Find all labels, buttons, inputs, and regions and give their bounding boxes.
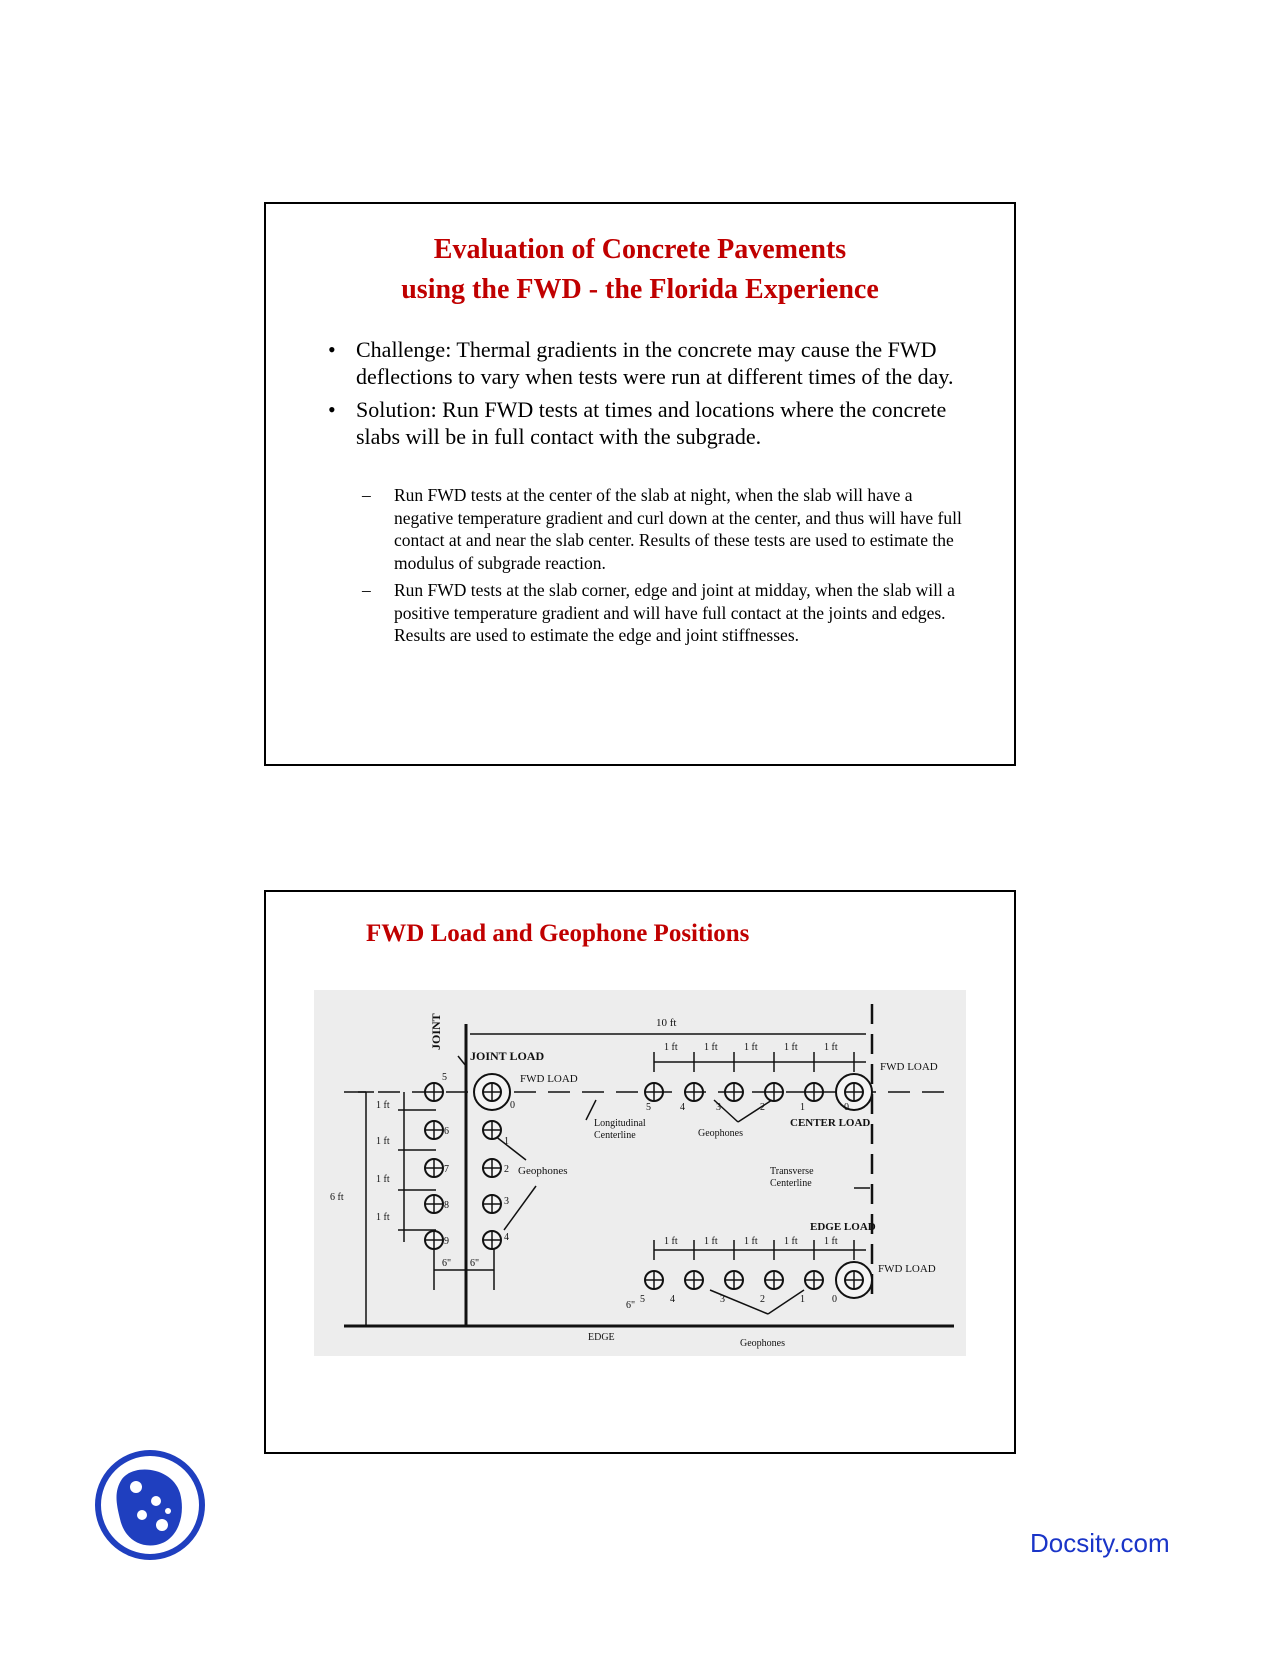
dim-label: 1 ft xyxy=(824,1042,838,1053)
geophone-diagram xyxy=(314,990,966,1356)
dim-label: 1 ft xyxy=(376,1174,390,1185)
geophone-number: 2 xyxy=(504,1164,509,1175)
geophones-label: Geophones xyxy=(518,1165,568,1177)
title-line-2: using the FWD - the Florida Experience xyxy=(401,274,879,305)
geophone-number: 4 xyxy=(680,1102,685,1113)
geophone-number: 6 xyxy=(444,1126,449,1137)
dim-label: 1 ft xyxy=(664,1042,678,1053)
centerline-label: Centerline xyxy=(770,1178,812,1189)
sub-bullet-item: – Run FWD tests at the slab corner, edge and joint at midday, when the slab will a positive temperature gradient and will have full contact at the joints and edges. Results are used to estimate the edge and joint stiffnesses. xyxy=(362,580,955,645)
geophone-number: 2 xyxy=(760,1294,765,1305)
geophone-number: 7 xyxy=(444,1164,449,1175)
slide-1 xyxy=(264,202,1016,766)
bullet-text: Challenge: Thermal gradients in the concrete may cause the FWD deflections to vary when tests were run at different times of the day. xyxy=(356,337,954,389)
geophone-number: 3 xyxy=(716,1102,721,1113)
joint-label: JOINT xyxy=(429,1013,443,1050)
slide-2-title: FWD Load and Geophone Positions xyxy=(366,920,750,947)
bullet-text: Solution: Run FWD tests at times and locations where the concrete slabs will be in full contact with the subgrade. xyxy=(356,397,947,449)
sub-bullet-text: Run FWD tests at the slab corner, edge and joint at midday, when the slab will a positive temperature gradient and will have full contact at the joints and edges. Results are used to estimate the edge and joint stiffnesses. xyxy=(394,580,955,645)
fwd-load-label: FWD LOAD xyxy=(878,1263,936,1275)
dim-label: 1 ft xyxy=(744,1042,758,1053)
geophone-number: 4 xyxy=(670,1294,675,1305)
six-ft-label: 6 ft xyxy=(330,1192,344,1203)
geophone-number: 1 xyxy=(800,1294,805,1305)
dim-label: 1 ft xyxy=(824,1236,838,1247)
fwd-load-label: FWD LOAD xyxy=(520,1073,578,1085)
dim-label: 1 ft xyxy=(376,1100,390,1111)
geophone-number: 4 xyxy=(504,1232,509,1243)
geophone-number: 5 xyxy=(442,1072,447,1083)
six-in-label: 6" xyxy=(626,1300,636,1311)
dim-label: 1 ft xyxy=(376,1212,390,1223)
geophone-number: 2 xyxy=(760,1102,765,1113)
fwd-load-label: FWD LOAD xyxy=(880,1061,938,1073)
centerline-label: Centerline xyxy=(594,1130,636,1141)
docsity-logo-icon[interactable] xyxy=(94,1449,206,1561)
geophone-number: 0 xyxy=(844,1102,849,1113)
dim-label: 1 ft xyxy=(784,1042,798,1053)
slide-2 xyxy=(264,890,1016,1454)
dim-label: 1 ft xyxy=(744,1236,758,1247)
geophone-number: 0 xyxy=(832,1294,837,1305)
center-load-label: CENTER LOAD xyxy=(790,1117,871,1129)
longitudinal-label: Longitudinal xyxy=(594,1118,646,1129)
geophones-label: Geophones xyxy=(698,1128,743,1139)
geophone-number: 1 xyxy=(800,1102,805,1113)
geophone-number: 8 xyxy=(444,1200,449,1211)
joint-load-label: JOINT LOAD xyxy=(470,1049,545,1063)
dim-label: 1 ft xyxy=(376,1136,390,1147)
edge-load-label: EDGE LOAD xyxy=(810,1221,876,1233)
geophone-number: 0 xyxy=(510,1100,515,1111)
sub-bullet-text: Run FWD tests at the center of the slab at night, when the slab will have a negative temperature gradient and curl down at the center, and thus will have full contact at and near the slab center. Results of these tests are used to estimate the modulus of subgrade reaction. xyxy=(394,485,962,573)
sub-bullet-item: – Run FWD tests at the center of the slab at night, when the slab will have a negative temperature gradient and curl down at the center, and thus will have full contact at and near the slab center. Results of these tests are used to estimate the modulus of subgrade reaction. xyxy=(362,485,962,573)
dim-label: 1 ft xyxy=(704,1236,718,1247)
slide-1-title xyxy=(266,230,1014,310)
six-in-label: 6" xyxy=(442,1258,452,1269)
sub-bullet-list xyxy=(362,484,962,652)
dim-label: 1 ft xyxy=(664,1236,678,1247)
ten-ft-label: 10 ft xyxy=(656,1017,677,1029)
geophone-number: 1 xyxy=(504,1136,509,1147)
title-line-1: Evaluation of Concrete Pavements xyxy=(433,234,847,265)
six-in-label: 6" xyxy=(470,1258,480,1269)
dim-label: 1 ft xyxy=(784,1236,798,1247)
bullet-list xyxy=(326,336,966,456)
geophone-number: 3 xyxy=(720,1294,725,1305)
dim-label: 1 ft xyxy=(704,1042,718,1053)
bullet-item: • Challenge: Thermal gradients in the concrete may cause the FWD deflections to vary when tests were run at different times of the day. xyxy=(328,337,954,389)
footer-site-link[interactable]: Docsity.com xyxy=(1030,1528,1170,1558)
geophone-number: 5 xyxy=(640,1294,645,1305)
transverse-label: Transverse xyxy=(770,1166,814,1177)
bullet-item: • Solution: Run FWD tests at times and locations where the concrete slabs will be in full contact with the subgrade. xyxy=(328,397,947,449)
edge-label: EDGE xyxy=(588,1332,615,1343)
geophone-number: 9 xyxy=(444,1236,449,1247)
geophone-number: 5 xyxy=(646,1102,651,1113)
geophones-label: Geophones xyxy=(740,1338,785,1349)
geophone-number: 3 xyxy=(504,1196,509,1207)
